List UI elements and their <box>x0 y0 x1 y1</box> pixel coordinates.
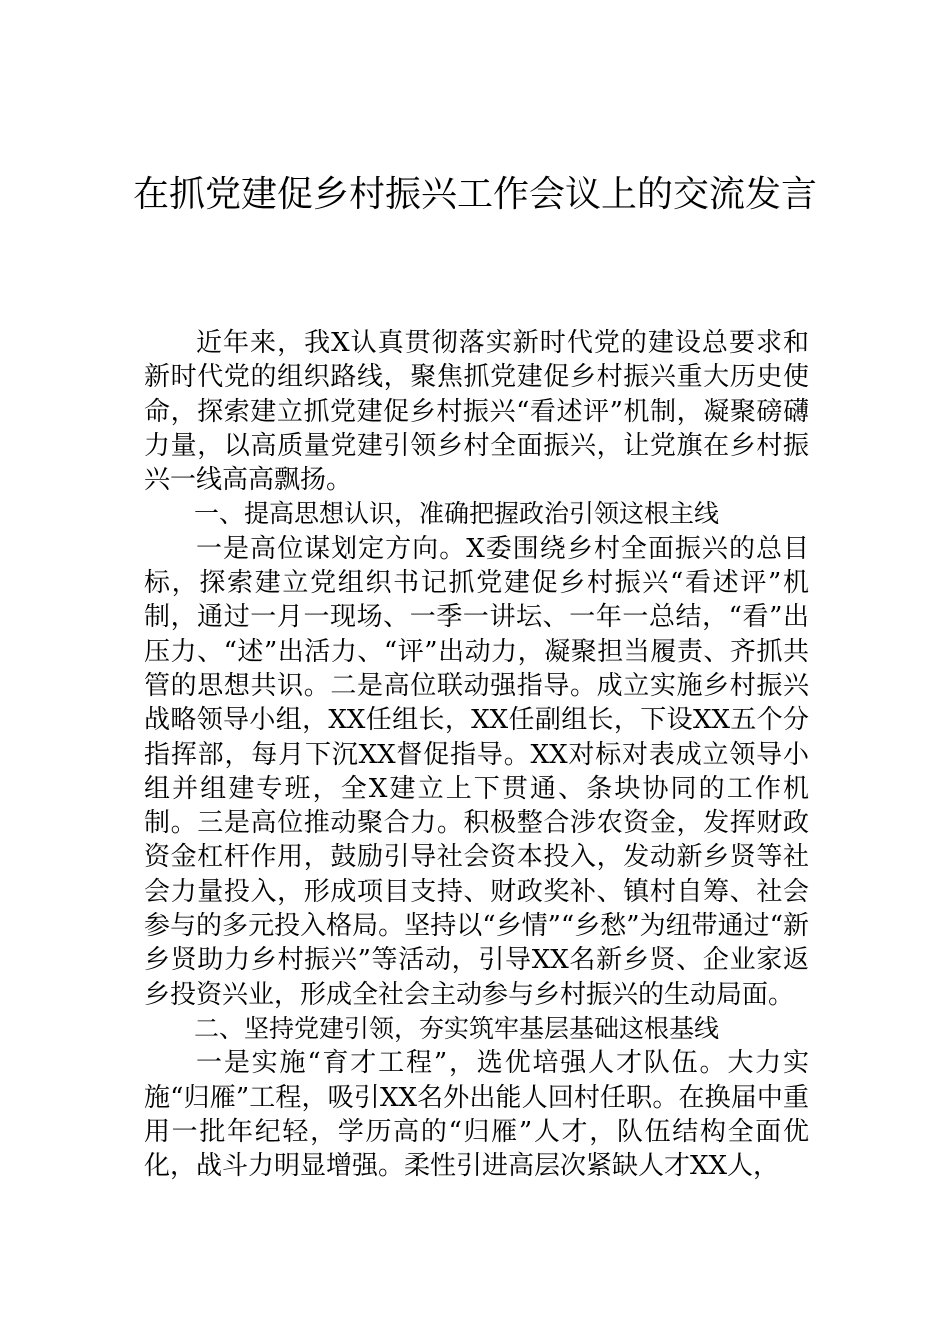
section-1-paragraph: 一是高位谋划定方向。X委围绕乡村全面振兴的总目标，探索建立党组织书记抓党建促乡村振兴“看述评”机制，通过一月一现场、一季一讲坛、一年一总结，“看”出压力、“述”出活力、“评”出动力，凝聚担当履责、齐抓共管的思想共识。二是高位联动强指导。成立实施乡村振兴战略领导小组，XX任组长，XX任副组长，下设XX五个分指挥部，每月下沉XX督促指导。XX对标对表成立领导小组并组建专班，全X建立上下贯通、条块协同的工作机制。三是高位推动聚合力。积极整合涉农资金，发挥财政资金杠杆作用，鼓励引导社会资本投入，发动新乡贤等社会力量投入，形成项目支持、财政奖补、镇村自筹、社会参与的多元投入格局。坚持以“乡情”“乡愁”为纽带通过“新乡贤助力乡村振兴”等活动，引导XX名新乡贤、企业家返乡投资兴业，形成全社会主动参与乡村振兴的生动局面。 <box>144 533 809 1010</box>
document-title: 在抓党建促乡村振兴工作会议上的交流发言 <box>132 174 817 215</box>
document-body <box>144 326 809 1183</box>
intro-paragraph: 近年来，我X认真贯彻落实新时代党的建设总要求和新时代党的组织路线，聚焦抓党建促乡村振兴重大历史使命，探索建立抓党建促乡村振兴“看述评”机制，凝聚磅礴力量，以高质量党建引领乡村全面振兴，让党旗在乡村振兴一线高高飘扬。 <box>144 328 809 496</box>
section-2-paragraph: 一是实施“育才工程”，选优培强人才队伍。大力实施“归雁”工程，吸引XX名外出能人回村任职。在换届中重用一批年纪轻，学历高的“归雁”人才，队伍结构全面优化，战斗力明显增强。柔性引进高层次紧缺人才XX人， <box>144 1048 809 1182</box>
section-heading-1: 一、提高思想认识，准确把握政治引领这根主线 <box>194 499 720 529</box>
section-heading-2: 二、坚持党建引领，夯实筑牢基层基础这根基线 <box>194 1013 720 1043</box>
